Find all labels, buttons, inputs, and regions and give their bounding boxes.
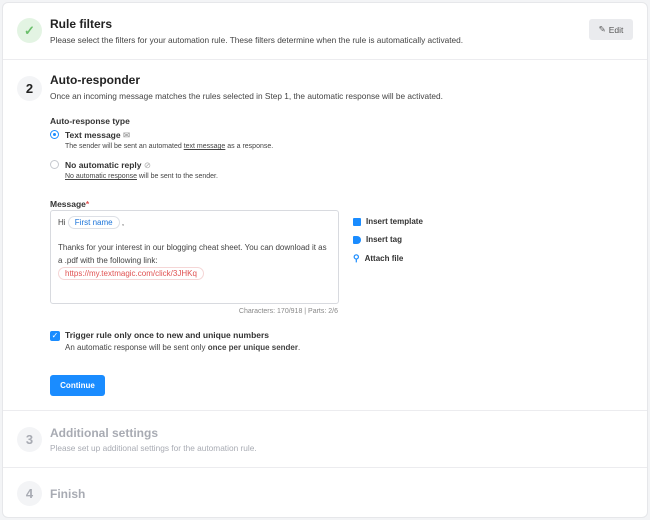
message-label: Message* (50, 199, 90, 209)
block-icon: ⊘ (143, 160, 152, 170)
step-description: Please set up additional settings for the automation rule. (50, 443, 257, 453)
template-icon (353, 218, 361, 226)
step-number: 2 (17, 76, 42, 101)
insert-tag-button[interactable]: Insert tag (353, 235, 402, 244)
step-description: Once an incoming message matches the rules selected in Step 1, the automatic response will be activated. (50, 91, 443, 101)
edit-button[interactable] (589, 19, 633, 40)
step-finish (3, 468, 647, 518)
message-body: Thanks for your interest in our blogging cheat sheet. You can download it as a .pdf with the following link: (58, 243, 327, 265)
step-rule-filters (3, 3, 647, 60)
message-editor[interactable]: Hi First name , Thanks for your interest in our blogging cheat sheet. You can download it as a .pdf with the following link: https://my.textmagic.com/click/3JHKq (50, 210, 339, 304)
step-title: Auto-responder (50, 73, 140, 87)
auto-response-type-label: Auto-response type (50, 116, 130, 126)
radio-text-message[interactable] (50, 130, 59, 139)
automation-wizard (2, 2, 648, 518)
step-number: 4 (17, 481, 42, 506)
step-title: Finish (50, 487, 86, 501)
text-message-hint: The sender will be sent an automated text message as a response. (65, 143, 274, 150)
insert-template-button[interactable]: Insert template (353, 217, 423, 226)
step-additional-settings (3, 411, 647, 468)
step-description: Please select the filters for your automation rule. These filters determine when the rule is automatically activated. (50, 35, 464, 45)
message-link[interactable]: https://my.textmagic.com/click/3JHKq (58, 267, 204, 280)
check-icon: ✓ (17, 18, 42, 43)
step-title: Rule filters (50, 17, 113, 31)
no-reply-label[interactable]: No automatic reply ⊘ (65, 160, 152, 170)
attach-file-button[interactable]: ⚲ Attach file (353, 253, 404, 263)
first-name-tag[interactable]: First name (68, 216, 120, 229)
step-number: 3 (17, 427, 42, 452)
radio-no-reply[interactable] (50, 160, 59, 169)
character-counter: Characters: 170/918 | Parts: 2/6 (238, 308, 338, 315)
paperclip-icon: ⚲ (353, 253, 360, 263)
envelope-icon: ✉ (122, 130, 131, 140)
edit-label: Edit (608, 24, 624, 35)
trigger-once-label[interactable]: Trigger rule only once to new and unique numbers (65, 330, 270, 340)
pencil-icon: ✎ (598, 24, 606, 34)
no-reply-hint: No automatic response will be sent to the sender. (65, 173, 218, 180)
trigger-once-checkbox[interactable]: ✓ (51, 331, 59, 340)
trigger-once-hint: An automatic response will be sent only once per unique sender. (65, 343, 301, 352)
continue-button[interactable]: Continue (50, 375, 105, 396)
tag-icon (353, 236, 361, 244)
step-title: Additional settings (50, 426, 158, 440)
text-message-label[interactable]: Text message ✉ (65, 130, 131, 140)
